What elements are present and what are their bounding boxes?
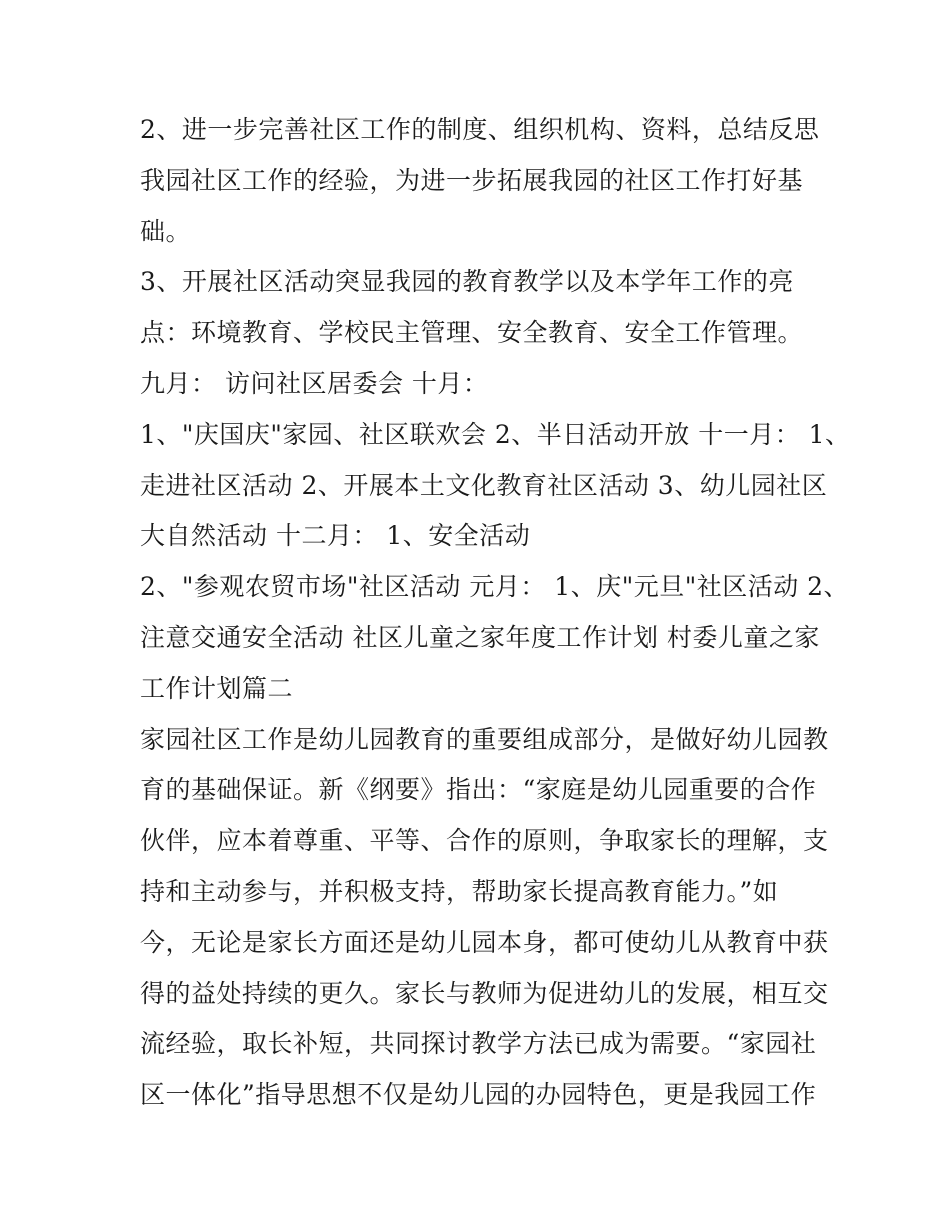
- text-line: 家园社区工作是幼儿园教育的重要组成部分，是做好幼儿园教: [140, 724, 829, 754]
- paragraph-january-plan-title: [140, 562, 850, 714]
- text-line: 持和主动参与，并积极支持，帮助家长提高教育能力。”如: [140, 876, 779, 906]
- paragraph-intro-part-two: [140, 715, 829, 1121]
- text-line: 工作计划篇二: [140, 673, 294, 703]
- paragraph-goal-3: [140, 257, 820, 359]
- text-line: 2、"参观农贸市场"社区活动 元月： 1、庆"元旦"社区活动 2、: [140, 572, 850, 602]
- text-line: 区一体化”指导思想不仅是幼儿园的办园特色，更是我园工作: [140, 1080, 817, 1110]
- paragraph-goal-2: [140, 105, 820, 257]
- text-line: 流经验，取长补短，共同探讨教学方法已成为需要。“家园社: [140, 1029, 817, 1059]
- paragraph-september: [140, 359, 820, 410]
- text-line: 1、"庆国庆"家园、社区联欢会 2、半日活动开放 十一月： 1、: [140, 419, 851, 449]
- text-line: 今，无论是家长方面还是幼儿园本身，都可使幼儿从教育中获: [140, 927, 829, 957]
- text-line: 础。: [140, 216, 192, 246]
- paragraph-october-november: [140, 410, 851, 562]
- text-line: 3、开展社区活动突显我园的教育教学以及本学年工作的亮: [140, 267, 794, 297]
- text-line: 走进社区活动 2、开展本土文化教育社区活动 3、幼儿园社区: [140, 470, 828, 500]
- text-line: 大自然活动 十二月： 1、安全活动: [140, 521, 531, 551]
- text-line: 点：环境教育、学校民主管理、安全教育、安全工作管理。: [140, 318, 804, 348]
- text-line: 伙伴，应本着尊重、平等、合作的原则，争取家长的理解，支: [140, 826, 829, 856]
- text-line: 九月： 访问社区居委会 十月：: [140, 368, 489, 398]
- text-line: 2、进一步完善社区工作的制度、组织机构、资料，总结反思: [140, 115, 820, 144]
- text-line: 得的益处持续的更久。家长与教师为促进幼儿的发展，相互交: [140, 978, 829, 1008]
- text-line: 育的基础保证。新《纲要》指出：“家庭是幼儿园重要的合作: [140, 775, 817, 805]
- text-line: 我园社区工作的经验，为进一步拓展我园的社区工作打好基: [140, 165, 804, 195]
- text-line: 注意交通安全活动 社区儿童之家年度工作计划 村委儿童之家: [140, 622, 820, 652]
- document-body: [140, 105, 851, 1121]
